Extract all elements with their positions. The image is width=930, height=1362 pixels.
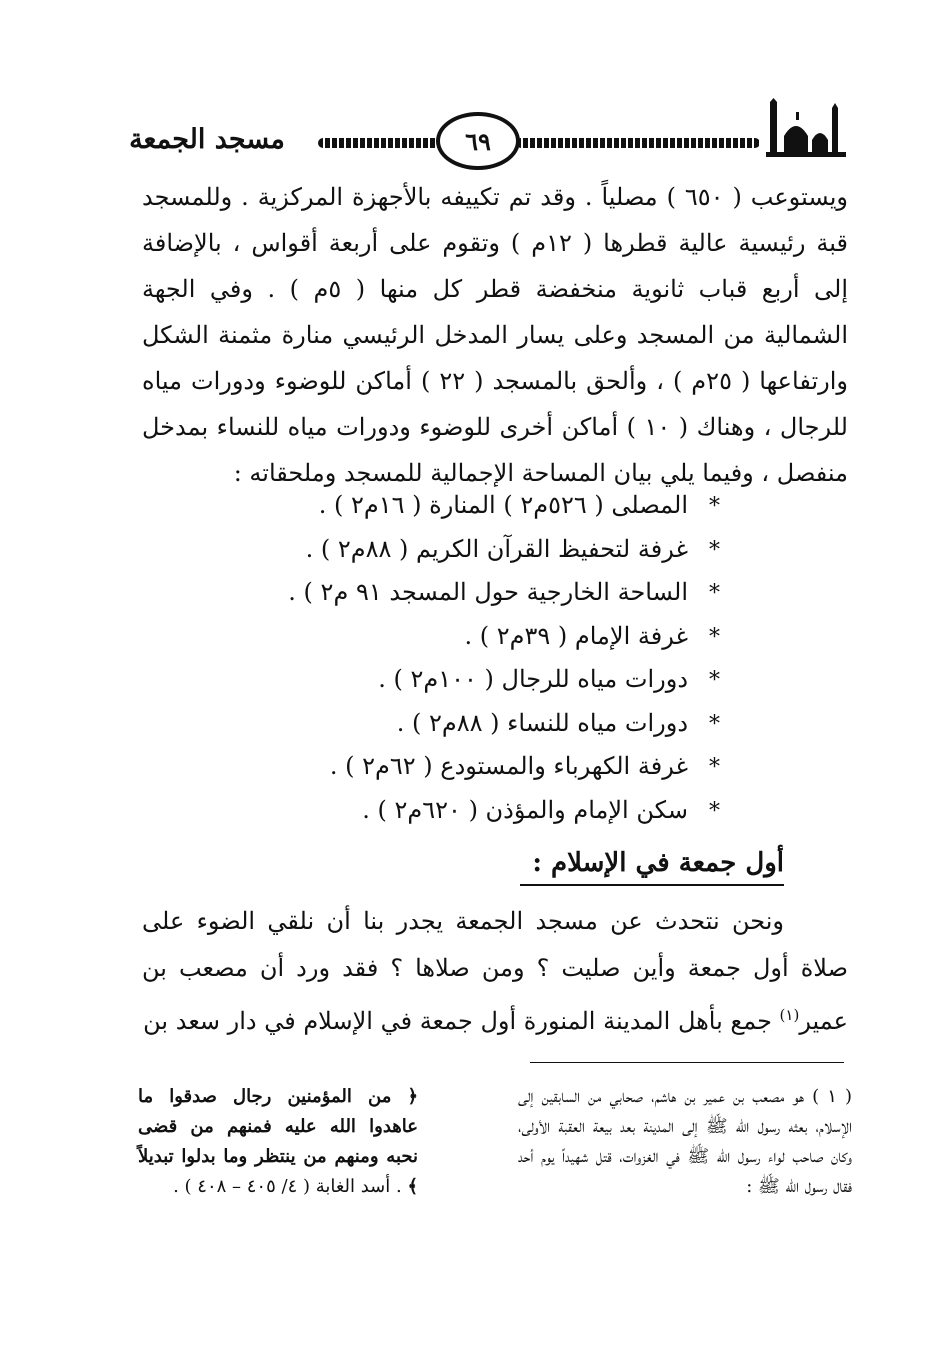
bullet-star-icon: * [709, 624, 720, 650]
ornament-chain-right [516, 138, 760, 148]
list-item-text: غرفة الإمام ( ٣٩م٢ ) . [464, 621, 688, 650]
intro-paragraph: ويستوعب ( ٦٥٠ ) مصلياً . وقد تم تكييفه بالأجهزة المركزية . وللمسجد قبة رئيسية عالية قطرها ( ١٢م ) وتقوم على أربعة أقواس ، بالإضافة إلى أربع قباب ثانوية منخفضة قطر كل منها ( ٥م ) . وفي الجهة الشمالية من المسجد وعلى يسار المدخل الرئيسي منارة مثمنة الشكل وارتفاعها ( ٢٥م ) ، وألحق بالمسجد ( ٢٢ ) أماكن للوضوء ودورات مياه للرجال ، وهناك ( ١٠ ) أماكن أخرى للوضوء ودورات مياه للنساء بمدخل منفصل ، وفيما يلي بيان المساحة الإجمالية للمسجد وملحقاته : [142, 183, 849, 487]
list-item-text: غرفة لتحفيظ القرآن الكريم ( ٨٨م٢ ) . [305, 534, 688, 563]
list-item [250, 615, 720, 659]
section-paragraph [142, 898, 848, 1045]
bullet-star-icon: * [709, 711, 720, 737]
list-item-text: دورات مياه للنساء ( ٨٨م٢ ) . [396, 708, 688, 737]
intro-paragraph-block [142, 174, 848, 496]
list-item [250, 745, 720, 789]
footnote-divider [530, 1062, 844, 1063]
list-item [250, 702, 720, 746]
list-item-text: المصلى ( ٥٢٦م٢ ) المنارة ( ١٦م٢ ) . [318, 491, 688, 519]
footnote-text: هو مصعب بن عمير بن هاشم، صحابي من السابقين إلى الإسلام، بعثه رسول الله ﷺ إلى المدينة بعد بيعة العقبة الأولى، وكان صاحب لواء رسول الله ﷺ في الغزوات، قتل شهيداً يوم أحد فقال رسول الله ﷺ : [518, 1086, 852, 1197]
page-number: ٦٩ [436, 112, 520, 170]
footnote-continuation [138, 1082, 418, 1202]
section-paragraph-part-2: جمع بأهل المدينة المنورة أول جمعة في الإسلام في دار سعد بن [143, 1007, 780, 1035]
footnote [518, 1082, 852, 1202]
quran-verse: ﴿ من المؤمنين رجال صدقوا ما عاهدوا الله عليه فمنهم من قضى نحبه ومنهم من ينتظر وما بدلوا تبديلاً ﴾ [138, 1086, 418, 1197]
list-item [250, 789, 720, 833]
bullet-star-icon: * [709, 798, 720, 824]
section-heading: أول جمعة في الإسلام : [520, 848, 784, 886]
footnote-reference: (١) [779, 1006, 800, 1024]
bullet-star-icon: * [709, 494, 720, 519]
bullet-star-icon: * [709, 755, 720, 780]
section-paragraph-part-1: ونحن نتحدث عن مسجد الجمعة يجدر بنا أن نلقي الضوء على صلاة أول جمعة وأين صليت ؟ ومن صلاها ؟ فقد ورد أن مصعب بن عمير [142, 907, 848, 1035]
running-title: مسجد الجمعة [129, 124, 285, 155]
bullet-star-icon: * [709, 581, 720, 606]
list-item [250, 484, 720, 528]
bullet-star-icon: * [709, 668, 720, 693]
area-list [250, 484, 720, 832]
list-item-text: غرفة الكهرباء والمستودع ( ٦٢م٢ ) . [329, 752, 688, 780]
list-item-text: دورات مياه للرجال ( ١٠٠م٢ ) . [378, 665, 688, 693]
footnote-number: ( ١ ) [812, 1086, 852, 1107]
section-paragraph-block [142, 898, 848, 1045]
footnote-citation: . أسد الغابة ( ٤/ ٤٠٥ – ٤٠٨ ) . [173, 1176, 402, 1197]
list-item-text: الساحة الخارجية حول المسجد ٩١ م٢ ) . [288, 578, 688, 606]
list-item [250, 528, 720, 572]
mosque-logo-icon [766, 98, 846, 158]
bullet-star-icon: * [709, 537, 720, 563]
list-item [250, 658, 720, 702]
ornament-chain-left [318, 138, 442, 148]
list-item [250, 571, 720, 615]
page-header [0, 90, 930, 170]
list-item-text: سكن الإمام والمؤذن ( ٦٢٠م٢ ) . [362, 795, 688, 824]
